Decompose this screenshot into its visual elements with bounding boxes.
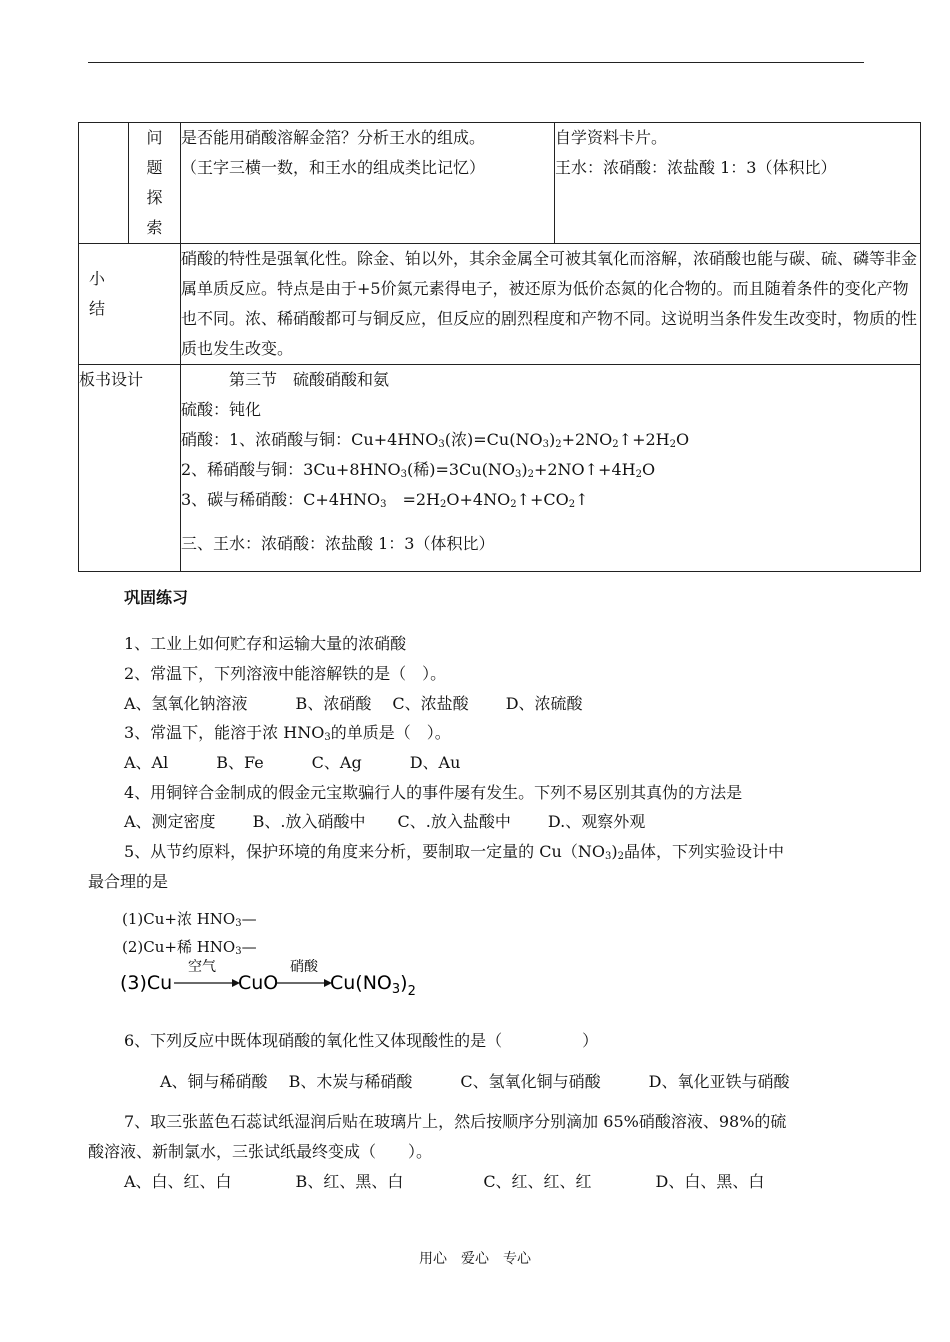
q5-c-end: $Cu(NO_3)_2$ (330, 972, 416, 999)
board-content (181, 365, 921, 572)
question-2: 2、常温下，下列溶液中能溶解铁的是（ ）。 (124, 664, 447, 683)
question-5: 5、从节约原料，保护环境的角度来分析，要制取一定量的 $Cu(NO_3)_2$晶体，下列实验设计中 (124, 842, 784, 862)
practice-heading: 巩固练习 (124, 588, 189, 607)
question-7: 7、取三张蓝色石蕊试纸湿润后贴在玻璃片上，然后按顺序分别滴加 65%硝酸溶液、98%的硫 (124, 1112, 787, 1131)
page-footer: 用心 爱心 专心 (419, 1251, 531, 1267)
board-line-5: 三、王水：浓硝酸：浓盐酸 1：3（体积比） (181, 534, 495, 553)
board-line-2: 硝酸：1、浓硝酸与铜：$Cu+4HNO_3$(浓)$=Cu(NO_3)_2+2NO_2↑+2H_2O$ (181, 430, 690, 450)
question-1: 1、工业上如何贮存和运输大量的浓硝酸 (124, 634, 407, 653)
q5-c-mid: CuO (238, 972, 279, 994)
q5-c-acid: 硝酸 (290, 959, 318, 975)
board-line-3: 2、稀硝酸与铜：$3Cu+8HNO_3$(稀)$=3Cu(NO_3)_2+2NO↑+4H_2O$ (181, 460, 656, 480)
inquiry-question: 是否能用硝酸溶解金箔？分析王水的组成。 （王字三横一数，和王水的组成类比记忆） (181, 123, 555, 244)
lesson-table (78, 122, 921, 572)
row-board (79, 365, 921, 572)
board-title: 第三节 硫酸硝酸和氨 (229, 370, 390, 389)
question-7-line-2: 酸溶液、新制氯水，三张试纸最终变成（ ）。 (88, 1142, 433, 1161)
summary-label: 小 结 (79, 244, 181, 365)
blank-cell (79, 123, 129, 244)
q5-option-2: (2)Cu+稀 $HNO_3—$ (122, 938, 257, 957)
header-rule (88, 62, 864, 63)
q5-c-start: (3)Cu (120, 972, 173, 994)
board-line-1: 硫酸：钝化 (181, 400, 262, 419)
inquiry-label: 问 题 探 索 (129, 123, 181, 244)
q5-option-3-scheme (120, 959, 430, 999)
question-2-options: A、氢氧化钠溶液 B、浓硝酸 C、浓盐酸 D、浓硫酸 (124, 694, 583, 713)
board-line-4: 3、碳与稀硝酸：$C+4HNO_3$ $=2H_2O+4NO_2↑+CO_2↑$ (181, 490, 589, 510)
q5-c-air: 空气 (188, 959, 216, 975)
question-5-line-2: 最合理的是 (88, 872, 169, 891)
question-6: 6、下列反应中既体现硝酸的氧化性又体现酸性的是（ ） (124, 1031, 599, 1050)
board-label: 板书设计 (79, 365, 181, 572)
row-summary (79, 244, 921, 365)
row-inquiry (79, 123, 921, 244)
summary-text: 硝酸的特性是强氧化性。除金、铂以外，其余金属全可被其氧化而溶解，浓硝酸也能与碳、硫、磷等非金属单质反应。特点是由于+5价氮元素得电子，被还原为低价态氮的化合物的。而且随着条件的变化产物也不同。浓、稀硝酸都可与铜反应，但反应的剧烈程度和产物不同。这说明当条件发生改变时，物质的性质也发生改变。 (181, 244, 921, 365)
question-3: 3、常温下，能溶于浓 $HNO_3$的单质是（ ）。 (124, 723, 451, 743)
question-4: 4、用铜锌合金制成的假金元宝欺骗行人的事件屡有发生。下列不易区别其真伪的方法是 (124, 783, 743, 802)
question-3-options: A、Al B、Fe C、Ag D、Au (124, 753, 461, 772)
question-6-options: A、铜与稀硝酸 B、木炭与稀硝酸 C、氢氧化铜与硝酸 D、氧化亚铁与硝酸 (160, 1072, 790, 1091)
inquiry-card: 自学资料卡片。 王水：浓硝酸：浓盐酸 1：3（体积比） (555, 123, 921, 244)
question-7-options: A、白、红、白 B、红、黑、白 C、红、红、红 D、白、黑、白 (124, 1172, 765, 1191)
question-4-options: A、测定密度 B、.放入硝酸中 C、.放入盐酸中 D.、观察外观 (124, 812, 646, 831)
q5-option-1: (1)Cu+浓 $HNO_3—$ (122, 910, 257, 929)
